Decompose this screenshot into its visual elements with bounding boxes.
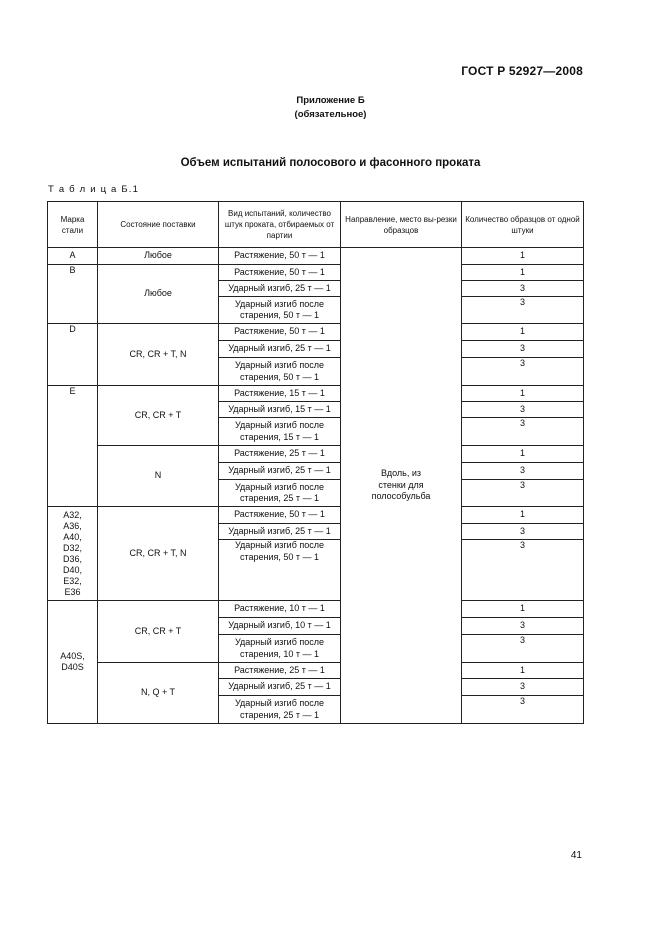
state-cell: N, Q + T	[98, 663, 219, 724]
count-cell: 3	[462, 696, 584, 724]
grade-cell: B	[48, 265, 98, 324]
count-cell: 3	[462, 358, 584, 386]
table-row	[48, 601, 584, 618]
count-cell: 1	[462, 324, 584, 341]
test-cell: Растяжение, 50 т — 1	[219, 507, 341, 524]
table-header-row	[48, 202, 584, 248]
count-cell: 3	[462, 540, 584, 601]
count-cell: 3	[462, 297, 584, 324]
grade-cell: D	[48, 324, 98, 386]
test-cell: Ударный изгиб, 25 т — 1	[219, 341, 341, 358]
grade-cell: E	[48, 386, 98, 507]
table-row	[48, 386, 584, 402]
count-cell: 3	[462, 281, 584, 297]
count-cell: 1	[462, 386, 584, 402]
col-header-direction: Направление, место вы-резки образцов	[341, 202, 462, 248]
count-cell: 1	[462, 601, 584, 618]
state-cell: CR, CR + T, N	[98, 507, 219, 601]
test-cell: Растяжение, 50 т — 1	[219, 324, 341, 341]
test-cell: Ударный изгиб, 25 т — 1	[219, 679, 341, 696]
state-cell: Любое	[98, 265, 219, 324]
test-cell: Растяжение, 10 т — 1	[219, 601, 341, 618]
table-row	[48, 446, 584, 463]
table-row	[48, 248, 584, 265]
test-cell: Ударный изгиб после старения, 50 т — 1	[219, 297, 341, 324]
test-cell: Ударный изгиб, 25 т — 1	[219, 463, 341, 480]
appendix-heading	[0, 94, 661, 122]
state-cell: N	[98, 446, 219, 507]
standard-number: ГОСТ Р 52927—2008	[461, 64, 583, 78]
count-cell: 1	[462, 507, 584, 524]
state-cell: CR, CR + T	[98, 601, 219, 663]
count-cell: 3	[462, 463, 584, 480]
col-header-test: Вид испытаний, количество штук проката, отбираемых от партии	[219, 202, 341, 248]
test-cell: Ударный изгиб после старения, 50 т — 1	[219, 540, 341, 601]
grade-cell: A32, A36, A40, D32, D36, D40, E32, E36	[48, 507, 98, 601]
col-header-count: Количество образцов от одной штуки	[462, 202, 584, 248]
test-cell: Растяжение, 50 т — 1	[219, 248, 341, 265]
count-cell: 3	[462, 618, 584, 635]
count-cell: 3	[462, 402, 584, 418]
count-cell: 1	[462, 663, 584, 679]
col-header-state: Состояние поставки	[98, 202, 219, 248]
test-cell: Растяжение, 15 т — 1	[219, 386, 341, 402]
test-cell: Ударный изгиб, 15 т — 1	[219, 402, 341, 418]
state-cell: CR, CR + T	[98, 386, 219, 446]
test-cell: Ударный изгиб, 25 т — 1	[219, 281, 341, 297]
state-cell: Любое	[98, 248, 219, 265]
test-cell: Ударный изгиб после старения, 50 т — 1	[219, 358, 341, 386]
table-row	[48, 663, 584, 679]
count-cell: 3	[462, 341, 584, 358]
test-cell: Ударный изгиб, 10 т — 1	[219, 618, 341, 635]
table-row	[48, 324, 584, 341]
count-cell: 3	[462, 635, 584, 663]
test-cell: Растяжение, 25 т — 1	[219, 446, 341, 463]
count-cell: 3	[462, 524, 584, 540]
table-row	[48, 507, 584, 524]
grade-cell: A	[48, 248, 98, 265]
count-cell: 3	[462, 418, 584, 446]
state-cell: CR, CR + T, N	[98, 324, 219, 386]
count-cell: 3	[462, 679, 584, 696]
page-number: 41	[570, 850, 582, 861]
count-cell: 1	[462, 248, 584, 265]
appendix-title: Приложение Б	[296, 95, 365, 106]
count-cell: 1	[462, 446, 584, 463]
test-cell: Ударный изгиб, 25 т — 1	[219, 524, 341, 540]
test-scope-table	[47, 201, 584, 724]
appendix-status: (обязательное)	[294, 109, 367, 120]
test-cell: Растяжение, 25 т — 1	[219, 663, 341, 679]
test-cell: Ударный изгиб после старения, 15 т — 1	[219, 418, 341, 446]
test-cell: Ударный изгиб после старения, 25 т — 1	[219, 696, 341, 724]
test-cell: Растяжение, 50 т — 1	[219, 265, 341, 281]
test-cell: Ударный изгиб после старения, 25 т — 1	[219, 480, 341, 507]
table-label: Т а б л и ц а Б.1	[48, 184, 140, 195]
test-cell: Ударный изгиб после старения, 10 т — 1	[219, 635, 341, 663]
count-cell: 3	[462, 480, 584, 507]
col-header-grade: Марка стали	[48, 202, 98, 248]
count-cell: 1	[462, 265, 584, 281]
table-row	[48, 265, 584, 281]
page-title: Объем испытаний полосового и фасонного проката	[180, 157, 481, 169]
grade-cell: A40S, D40S	[48, 601, 98, 724]
direction-cell: Вдоль, из стенки для полособульба	[341, 248, 462, 724]
